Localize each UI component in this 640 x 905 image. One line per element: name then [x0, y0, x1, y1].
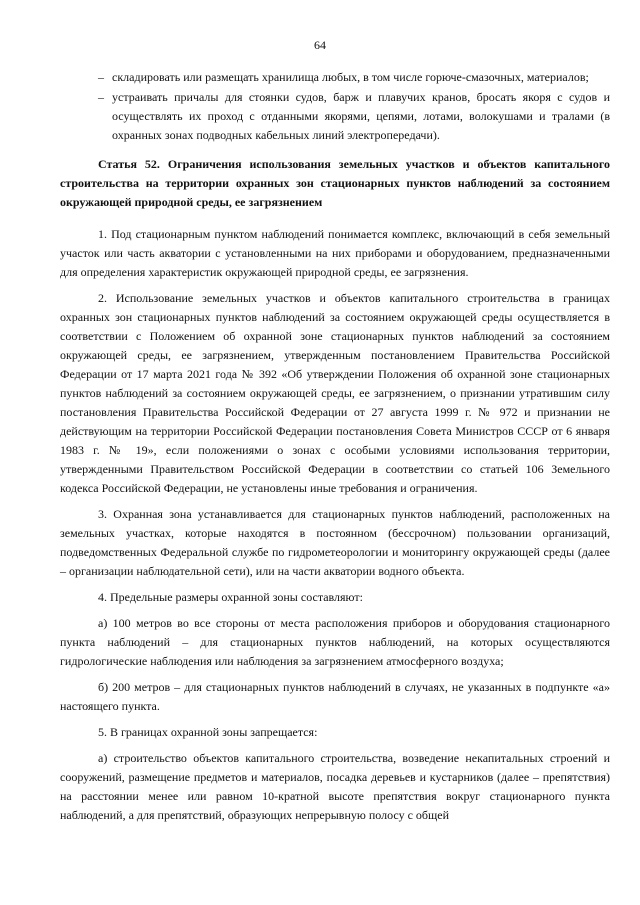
- paragraph-4b: б) 200 метров – для стационарных пунктов наблюдений в случаях, не указанных в подпункте «а» настоящего пункта.: [60, 680, 610, 713]
- dash-bullet: –: [98, 70, 104, 84]
- paragraph-4a: а) 100 метров во все стороны от места расположения приборов и оборудования стационарного пункта наблюдений – для стационарных пунктов наблюдений, на которых осуществляются гидрологические наблюдения или наблюдения за загрязнением атмосферного воздуха;: [60, 616, 610, 668]
- paragraph-4: 4. Предельные размеры охранной зоны составляют:: [98, 590, 363, 604]
- page-content: [60, 68, 610, 832]
- page-number: 64: [314, 38, 326, 52]
- paragraph-3: 3. Охранная зона устанавливается для стационарных пунктов наблюдений, расположенных на земельных участках, которые находятся в постоянном (бессрочном) пользовании организаций, подведомственных Федеральной службе по гидрометеорологии и мониторингу окружающей среды (далее – организации наблюдательной сети), или на части акватории водного объекта.: [60, 507, 610, 578]
- paragraph-2: 2. Использование земельных участков и объектов капитального строительства в границах охранных зон стационарных пунктов наблюдений за состоянием окружающей среды осуществляется в соответствии с Положением об охранной зоне стационарных пунктов наблюдений за состоянием окружающей среды, ее загрязнением, утвержденным постановлением Правительства Российской Федерации от 17 марта 2021 года № 392 «Об утверждении Положения об охранной зоне стационарных пунктов наблюдений за состоянием окружающей среды, ее загрязнением, о признании утратившим силу постановления Правительства Российской Федерации от 27 августа 1999 г. № 972 и признании не действующим на территории Российской Федерации постановления Совета Министров СССР от 6 января 1983 г. № 19», если положениями о зонах с особыми условиями использования территории, утвержденными Правительством Российской Федерации в соответствии со статьей 106 Земельного кодекса Российской Федерации, не установлены иные требования и ограничения.: [60, 291, 610, 495]
- dash-item-text: складировать или размещать хранилища любых, в том числе горюче-смазочных, материалов;: [112, 70, 589, 84]
- paragraph-5a: а) строительство объектов капитального строительства, возведение некапитальных строений и сооружений, размещение предметов и материалов, посадка деревьев и кустарников (далее – препятствия) на расстоянии менее или равном 10-кратной высоте препятствия вокруг стационарного пункта наблюдений, а для препятствий, образующих непрерывную полосу с общей: [60, 751, 610, 822]
- dash-list-item: [60, 68, 610, 87]
- dash-list-item: [60, 88, 610, 145]
- dash-item-text: устраивать причалы для стоянки судов, барж и плавучих кранов, бросать якоря с судов и осуществлять их проход с отданными якорями, цепями, лотами, волокушами и тралами (в охранных зонах подводных кабельных линий электропередачи).: [112, 90, 610, 142]
- paragraph-5: 5. В границах охранной зоны запрещается:: [98, 725, 318, 739]
- article-title: Статья 52. Ограничения использования земельных участков и объектов капитального строительства на территории охранных зон стационарных пунктов наблюдений за состоянием окружающей природной среды, ее загрязнением: [60, 157, 610, 209]
- dash-bullet: –: [98, 90, 104, 104]
- paragraph-1: 1. Под стационарным пунктом наблюдений понимается комплекс, включающий в себя земельный участок или часть акватории с установленными на них приборами и оборудованием, предназначенными для определения характеристик окружающей природной среды, ее загрязнения.: [60, 227, 610, 279]
